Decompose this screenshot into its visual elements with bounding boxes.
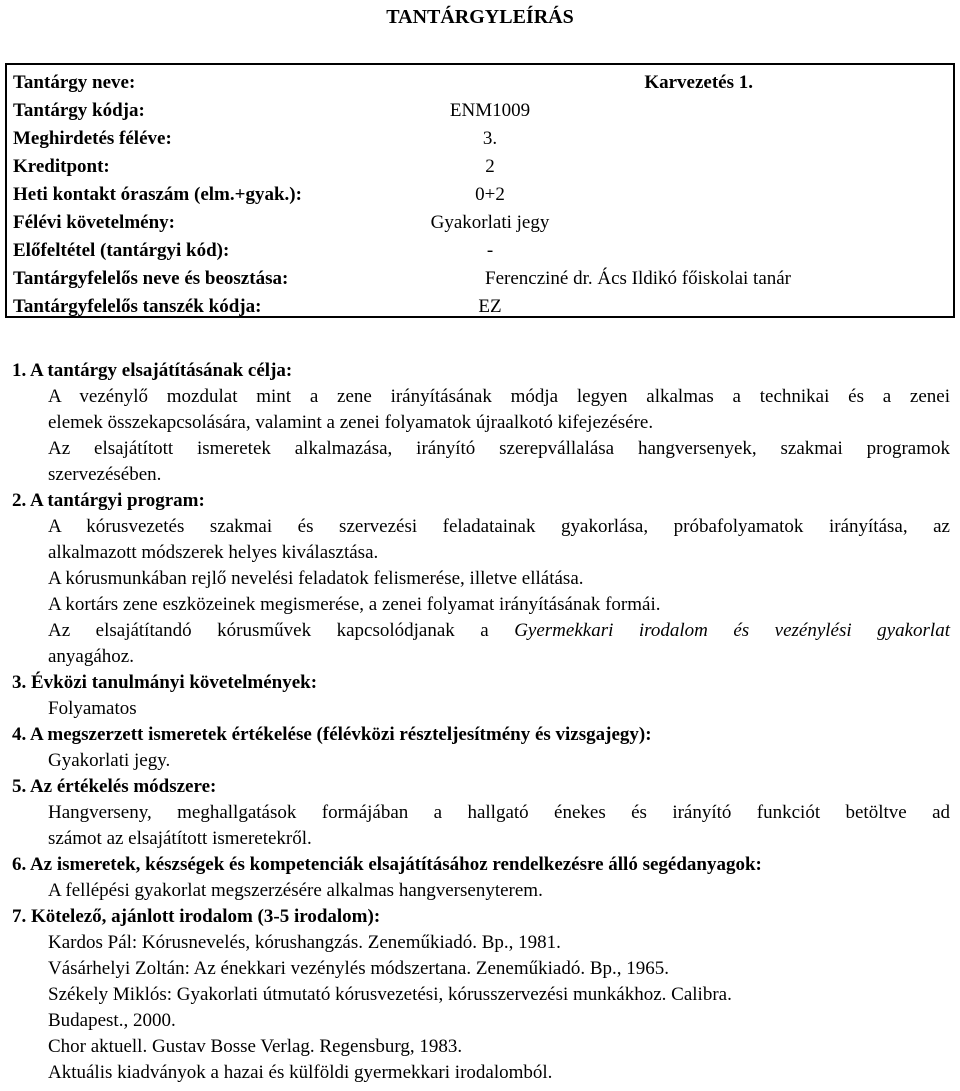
course-info-table [5, 63, 955, 318]
section-heading-5: 5. Az értékelés módszere: [12, 776, 217, 797]
literature-item: Kardos Pál: Kórusnevelés, kórushangzás. Zeneműkiadó. Bp., 1981. [48, 932, 561, 953]
info-label: Félévi követelmény: [13, 212, 175, 233]
info-label: Heti kontakt óraszám (elm.+gyak.): [13, 184, 302, 205]
info-label: Tantárgyfelelős tanszék kódja: [13, 296, 262, 317]
info-label: Előfeltétel (tantárgyi kód): [13, 240, 230, 261]
course-description [12, 358, 950, 1086]
section-2-text [12, 618, 950, 644]
section-heading-1: 1. A tantárgy elsajátításának célja: [12, 360, 293, 381]
section-3-text: Folyamatos [48, 698, 137, 719]
section-1-text: szervezésében. [48, 464, 162, 485]
section-heading-2: 2. A tantárgyi program: [12, 490, 205, 511]
info-row-credits [13, 153, 951, 181]
info-row-prerequisite [13, 237, 951, 265]
section-heading-7: 7. Kötelező, ajánlott irodalom (3-5 irodalom): [12, 906, 381, 927]
literature-item: Székely Miklós: Gyakorlati útmutató kórusvezetési, kórusszervezési munkákhoz. Calibra. [48, 984, 732, 1005]
info-value: - [486, 240, 494, 261]
section-heading-3: 3. Évközi tanulmányi követelmények: [12, 672, 318, 693]
info-value: EZ [478, 296, 502, 317]
section-2-text-part: Az elsajátítandó kórusművek kapcsolódjanak a [48, 620, 515, 641]
info-label: Tantárgy kódja: [13, 100, 145, 121]
info-value: ENM1009 [449, 100, 531, 121]
section-5-text: Hangverseny, meghallgatások formájában a hallgató énekes és irányító funkciót betöltve ad [48, 802, 950, 823]
literature-item: Chor aktuell. Gustav Bosse Verlag. Regensburg, 1983. [48, 1036, 463, 1057]
info-row-department-code [13, 293, 951, 321]
section-2-text: alkalmazott módszerek helyes kiválasztása. [48, 542, 379, 563]
info-label: Meghirdetés féléve: [13, 128, 172, 149]
info-value: 3. [482, 128, 498, 149]
section-1-text: Az elsajátított ismeretek alkalmazása, irányító szerepvállalása hangversenyek, szakmai programok [48, 438, 950, 459]
info-value: 0+2 [475, 184, 505, 205]
section-2-text: A kortárs zene eszközeinek megismerése, a zenei folyamat irányításának formái. [48, 594, 661, 615]
section-2-text: anyagához. [48, 646, 134, 667]
info-label: Tantárgy neve: [13, 72, 136, 93]
section-4-text: Gyakorlati jegy. [48, 750, 171, 771]
section-heading-6: 6. Az ismeretek, készségek és kompetenciák elsajátításához rendelkezésre álló segédanyagok: [12, 854, 762, 875]
literature-item: Vásárhelyi Zoltán: Az énekkari vezénylés módszertana. Zeneműkiadó. Bp., 1965. [48, 958, 669, 979]
document-title: TANTÁRGYLEÍRÁS [386, 6, 574, 28]
info-row-semester [13, 125, 951, 153]
section-2-text: A kórusvezetés szakmai és szervezési feladatainak gyakorlása, próbafolyamatok irányítása, az [48, 516, 950, 537]
info-value: Karvezetés 1. [644, 72, 753, 93]
info-value: Ferencziné dr. Ács Ildikó főiskolai tanár [485, 268, 792, 289]
info-row-course-name [13, 69, 951, 97]
section-2-italic-title: Gyermekkari irodalom és vezénylési gyakorlat [514, 620, 950, 641]
section-6-text: A fellépési gyakorlat megszerzésére alkalmas hangversenyterem. [48, 880, 543, 901]
info-row-responsible-person [13, 265, 951, 293]
section-2-text: A kórusmunkában rejlő nevelési feladatok felismerése, illetve ellátása. [48, 568, 584, 589]
info-row-requirement [13, 209, 951, 237]
info-row-course-code [13, 97, 951, 125]
literature-item: Budapest., 2000. [48, 1010, 176, 1031]
section-1-text: elemek összekapcsolására, valamint a zenei folyamatok újraalkotó kifejezésére. [48, 412, 654, 433]
info-value: 2 [485, 156, 495, 177]
info-row-weekly-hours [13, 181, 951, 209]
literature-item: Aktuális kiadványok a hazai és külföldi gyermekkari irodalomból. [48, 1062, 553, 1083]
section-heading-4: 4. A megszerzett ismeretek értékelése (félévközi részteljesítmény és vizsgajegy): [12, 724, 652, 745]
section-1-text: A vezénylő mozdulat mint a zene irányításának módja legyen alkalmas a technikai és a zenei [48, 386, 950, 407]
section-5-text: számot az elsajátított ismeretekről. [48, 828, 312, 849]
info-label: Tantárgyfelelős neve és beosztása: [13, 268, 289, 289]
info-label: Kreditpont: [13, 156, 110, 177]
info-value: Gyakorlati jegy [430, 212, 550, 233]
